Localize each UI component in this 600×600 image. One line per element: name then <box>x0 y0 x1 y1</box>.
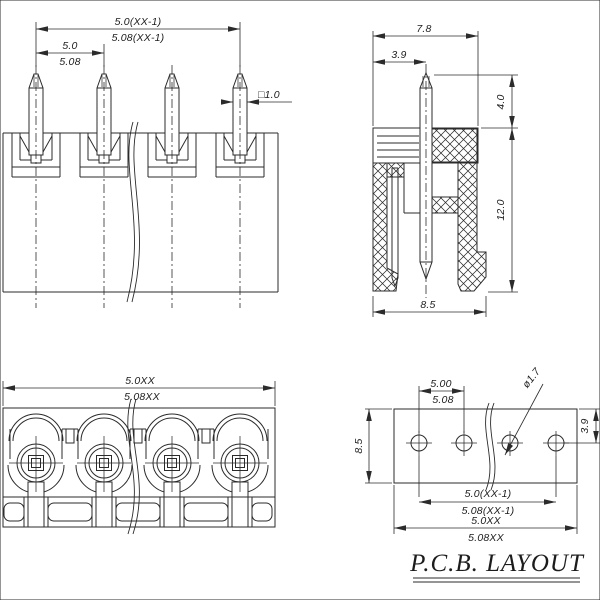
pcb-layout-view <box>353 365 600 582</box>
break-line <box>128 399 135 534</box>
pcb-total-dim-bottom: 5.08XX <box>468 532 504 544</box>
front-total-dim-bottom: 5.08(XX-1) <box>111 32 165 44</box>
side-depth-dim: 8.5 <box>420 299 436 311</box>
pcb-pitch-dim-bottom: 5.08 <box>432 394 454 406</box>
side-right-wall <box>458 163 486 291</box>
top-total-dim-top: 5.0XX <box>125 375 155 387</box>
front-pitch-dim-bottom: 5.08 <box>59 56 81 68</box>
pcb-edge-dist-dim: 3.9 <box>579 418 591 434</box>
side-view <box>373 23 518 317</box>
pcb-span-dim-bottom: 5.08(XX-1) <box>461 505 515 517</box>
break-line <box>486 403 490 490</box>
pcb-total-dim-top: 5.0XX <box>471 515 501 527</box>
top-view <box>3 375 275 534</box>
top-total-dim-bottom: 5.08XX <box>124 391 160 403</box>
front-pin-square-dim: □1.0 <box>258 89 280 101</box>
side-pin-length-dim: 4.0 <box>495 94 507 110</box>
front-total-dim-top: 5.0(XX-1) <box>114 16 162 28</box>
front-view <box>3 16 292 308</box>
pcb-height-dim: 8.5 <box>353 438 365 454</box>
side-half-width-dim: 3.9 <box>391 49 407 61</box>
pcb-layout-caption: P.C.B. LAYOUT <box>410 550 584 577</box>
front-pitch-dim-top: 5.0 <box>62 40 78 52</box>
pcb-pitch-dim-top: 5.00 <box>430 378 452 390</box>
pcb-span-dim-top: 5.0(XX-1) <box>464 488 512 500</box>
pcb-hole-dia-dim: ø1.7 <box>520 365 544 391</box>
side-height-dim: 12.0 <box>495 199 507 221</box>
side-left-wall <box>373 163 398 291</box>
side-width-dim: 7.8 <box>416 23 432 35</box>
